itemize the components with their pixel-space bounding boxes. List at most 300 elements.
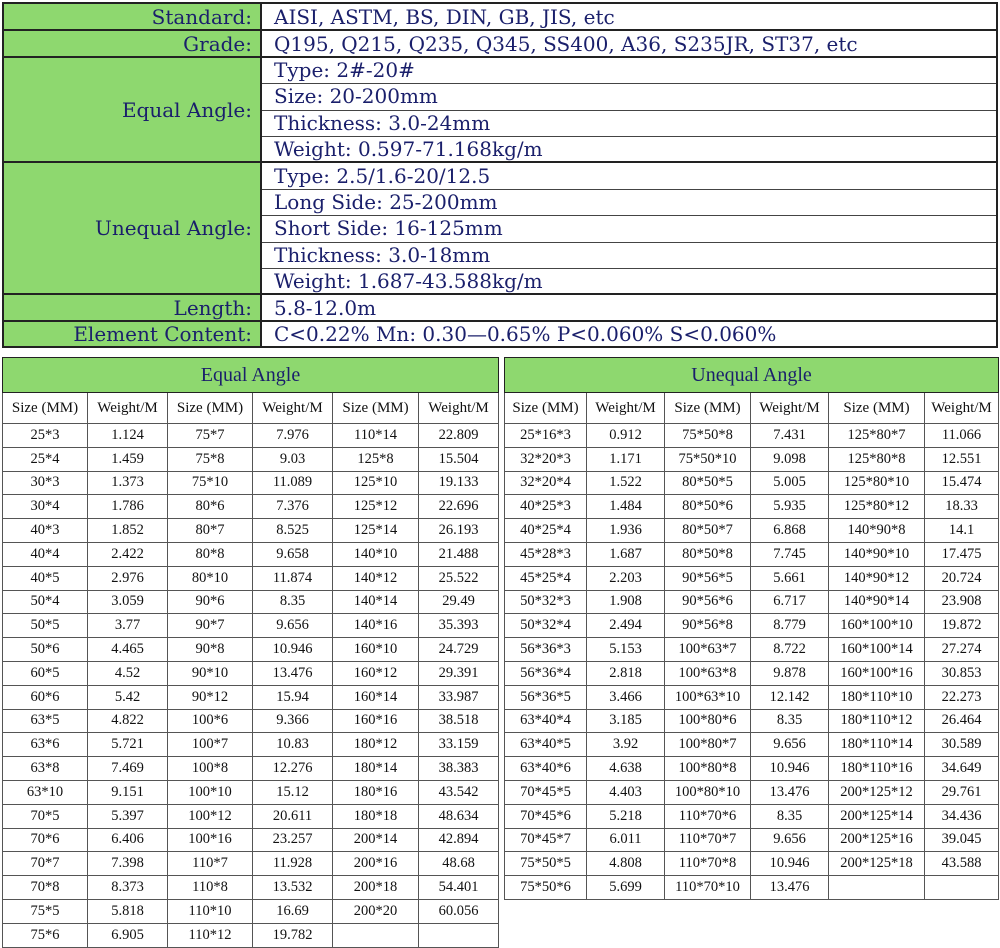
weight-cell: 30.589 [925, 733, 999, 757]
weight-cell: 13.532 [253, 876, 333, 900]
size-cell: 70*45*5 [505, 780, 587, 804]
weight-cell: 15.12 [253, 780, 333, 804]
weight-cell: 2.494 [587, 614, 665, 638]
spec-value-equal-2: Thickness: 3.0-24mm [274, 110, 491, 135]
weight-cell: 9.656 [253, 614, 333, 638]
table-row [3, 542, 499, 566]
size-cell: 70*8 [3, 876, 88, 900]
size-cell: 56*36*5 [505, 685, 587, 709]
spec-label-grade: Grade: [4, 30, 262, 56]
spec-row-length [4, 294, 996, 320]
weight-cell: 7.745 [751, 542, 829, 566]
size-cell: 70*5 [3, 804, 88, 828]
weight-cell: 3.185 [587, 709, 665, 733]
size-cell: 100*10 [168, 780, 253, 804]
weight-cell: 60.056 [419, 899, 499, 923]
size-cell: 110*8 [168, 876, 253, 900]
table-title-row [505, 358, 999, 393]
weight-cell: 9.03 [253, 447, 333, 471]
weight-cell: 38.518 [419, 709, 499, 733]
spec-value-unequal-0: Type: 2.5/1.6-20/12.5 [274, 163, 491, 188]
spec-value-element-0: C<0.22% Mn: 0.30—0.65% P<0.060% S<0.060% [274, 321, 777, 346]
table-row [505, 471, 999, 495]
size-cell: 160*16 [333, 709, 419, 733]
size-cell: 125*14 [333, 519, 419, 543]
table-title-row [3, 358, 499, 393]
column-header: Size (MM) [333, 393, 419, 424]
spec-subdivider [262, 268, 996, 269]
spec-row-standard [4, 4, 996, 30]
size-cell: 40*4 [3, 542, 88, 566]
size-cell: 100*80*6 [665, 709, 751, 733]
weight-cell: 12.551 [925, 447, 999, 471]
column-header: Size (MM) [168, 393, 253, 424]
weight-cell: 22.809 [419, 424, 499, 448]
spec-values-standard [262, 4, 996, 30]
weight-cell: 11.874 [253, 566, 333, 590]
size-cell: 200*125*18 [829, 852, 925, 876]
size-cell: 32*20*3 [505, 447, 587, 471]
size-cell: 180*16 [333, 780, 419, 804]
size-cell: 110*10 [168, 899, 253, 923]
size-cell: 110*12 [168, 923, 253, 947]
weight-cell: 5.661 [751, 566, 829, 590]
size-cell: 100*80*10 [665, 780, 751, 804]
size-cell: 56*36*3 [505, 638, 587, 662]
size-cell: 32*20*4 [505, 471, 587, 495]
table-title: Equal Angle [3, 358, 499, 393]
weight-cell: 4.465 [88, 638, 168, 662]
size-cell: 50*32*4 [505, 614, 587, 638]
table-header-row [3, 393, 499, 424]
weight-cell: 9.366 [253, 709, 333, 733]
table-row [3, 899, 499, 923]
spec-values-grade [262, 30, 996, 56]
weight-cell: 5.935 [751, 495, 829, 519]
size-cell: 140*90*8 [829, 519, 925, 543]
size-cell: 63*6 [3, 733, 88, 757]
size-cell: 70*45*6 [505, 804, 587, 828]
table-row [3, 876, 499, 900]
table-row [3, 757, 499, 781]
weight-cell: 4.808 [587, 852, 665, 876]
weight-cell: 4.822 [88, 709, 168, 733]
table-row [3, 828, 499, 852]
weight-cell: 14.1 [925, 519, 999, 543]
spec-row-equal [4, 57, 996, 163]
size-cell: 140*12 [333, 566, 419, 590]
spec-value-equal-3: Weight: 0.597-71.168kg/m [274, 137, 543, 162]
size-cell: 140*90*10 [829, 542, 925, 566]
weight-cell: 9.098 [751, 447, 829, 471]
weight-cell: 7.431 [751, 424, 829, 448]
table-title: Unequal Angle [505, 358, 999, 393]
weight-cell: 5.397 [88, 804, 168, 828]
size-cell: 140*90*12 [829, 566, 925, 590]
spec-subdivider [262, 110, 996, 111]
weight-cell: 11.928 [253, 852, 333, 876]
weight-cell: 10.946 [751, 852, 829, 876]
table-row [3, 638, 499, 662]
weight-cell: 5.218 [587, 804, 665, 828]
weight-cell: 25.522 [419, 566, 499, 590]
weight-cell: 24.729 [419, 638, 499, 662]
size-cell: 40*25*3 [505, 495, 587, 519]
spec-value-unequal-4: Weight: 1.687-43.588kg/m [274, 269, 543, 294]
weight-cell: 29.391 [419, 661, 499, 685]
weight-cell: 12.276 [253, 757, 333, 781]
table-row [505, 638, 999, 662]
spec-divider [4, 161, 996, 163]
size-cell: 40*3 [3, 519, 88, 543]
table-row [505, 780, 999, 804]
spec-subdivider [262, 242, 996, 243]
size-cell: 45*25*4 [505, 566, 587, 590]
size-cell: 110*70*6 [665, 804, 751, 828]
weight-cell: 2.976 [88, 566, 168, 590]
size-cell: 200*18 [333, 876, 419, 900]
weight-cell: 29.49 [419, 590, 499, 614]
size-cell: 75*50*5 [505, 852, 587, 876]
weight-cell: 7.469 [88, 757, 168, 781]
size-cell: 100*80*8 [665, 757, 751, 781]
size-cell: 200*125*16 [829, 828, 925, 852]
column-header: Size (MM) [665, 393, 751, 424]
weight-cell: 43.588 [925, 852, 999, 876]
size-cell: 90*12 [168, 685, 253, 709]
size-cell: 125*80*12 [829, 495, 925, 519]
weight-cell: 2.203 [587, 566, 665, 590]
weight-cell: 13.476 [253, 661, 333, 685]
size-cell: 80*10 [168, 566, 253, 590]
weight-cell: 26.464 [925, 709, 999, 733]
table-row [505, 661, 999, 685]
weight-cell: 2.422 [88, 542, 168, 566]
spec-subdivider [262, 83, 996, 84]
size-cell: 100*16 [168, 828, 253, 852]
table-row [505, 757, 999, 781]
table-row [3, 614, 499, 638]
size-cell [333, 923, 419, 947]
size-cell: 90*56*6 [665, 590, 751, 614]
weight-cell: 16.69 [253, 899, 333, 923]
size-cell: 200*14 [333, 828, 419, 852]
weight-cell: 1.373 [88, 471, 168, 495]
table-row [3, 661, 499, 685]
column-header: Weight/M [253, 393, 333, 424]
weight-cell: 34.649 [925, 757, 999, 781]
weight-cell: 6.868 [751, 519, 829, 543]
weight-cell: 5.42 [88, 685, 168, 709]
size-cell: 100*8 [168, 757, 253, 781]
weight-cell: 35.393 [419, 614, 499, 638]
table-row [505, 828, 999, 852]
weight-cell: 10.946 [751, 757, 829, 781]
weight-cell: 42.894 [419, 828, 499, 852]
size-cell: 90*10 [168, 661, 253, 685]
size-cell: 180*110*12 [829, 709, 925, 733]
weight-cell: 30.853 [925, 661, 999, 685]
weight-cell: 11.089 [253, 471, 333, 495]
size-cell: 200*125*12 [829, 780, 925, 804]
table-row [505, 424, 999, 448]
size-cell: 30*3 [3, 471, 88, 495]
weight-cell: 6.406 [88, 828, 168, 852]
spec-value-grade-0: Q195, Q215, Q235, Q345, SS400, A36, S235JR, ST37, etc [274, 31, 858, 56]
table-row [505, 685, 999, 709]
spec-label-unequal: Unequal Angle: [4, 162, 262, 294]
size-cell: 110*70*10 [665, 876, 751, 900]
size-cell: 90*56*5 [665, 566, 751, 590]
table-row [3, 733, 499, 757]
size-cell: 110*70*7 [665, 828, 751, 852]
size-cell: 200*20 [333, 899, 419, 923]
size-cell: 125*12 [333, 495, 419, 519]
spec-value-unequal-2: Short Side: 16-125mm [274, 216, 503, 241]
spec-value-unequal-3: Thickness: 3.0-18mm [274, 242, 491, 267]
weight-cell: 5.005 [751, 471, 829, 495]
weight-cell: 6.717 [751, 590, 829, 614]
table-row [3, 709, 499, 733]
size-cell: 180*110*14 [829, 733, 925, 757]
weight-cell: 20.724 [925, 566, 999, 590]
size-cell: 63*40*5 [505, 733, 587, 757]
size-cell: 80*6 [168, 495, 253, 519]
spec-subdivider [262, 136, 996, 137]
column-header: Size (MM) [3, 393, 88, 424]
weight-cell: 5.818 [88, 899, 168, 923]
size-cell: 75*50*6 [505, 876, 587, 900]
table-row [505, 590, 999, 614]
size-cell: 40*25*4 [505, 519, 587, 543]
table-row [505, 614, 999, 638]
weight-cell: 20.611 [253, 804, 333, 828]
weight-cell: 15.474 [925, 471, 999, 495]
table-row [3, 519, 499, 543]
column-header: Weight/M [751, 393, 829, 424]
spec-value-length-0: 5.8-12.0m [274, 295, 377, 320]
column-header: Weight/M [88, 393, 168, 424]
spec-row-unequal [4, 162, 996, 294]
size-cell: 25*4 [3, 447, 88, 471]
table-row [505, 733, 999, 757]
weight-cell: 4.638 [587, 757, 665, 781]
spec-label-standard: Standard: [4, 4, 262, 30]
size-cell: 75*7 [168, 424, 253, 448]
size-cell: 63*10 [3, 780, 88, 804]
weight-cell: 18.33 [925, 495, 999, 519]
table-row [3, 685, 499, 709]
weight-cell: 27.274 [925, 638, 999, 662]
size-cell: 125*80*8 [829, 447, 925, 471]
weight-cell: 7.398 [88, 852, 168, 876]
weight-cell: 1.852 [88, 519, 168, 543]
weight-cell: 38.383 [419, 757, 499, 781]
weight-cell: 3.92 [587, 733, 665, 757]
weight-cell: 5.721 [88, 733, 168, 757]
size-cell: 50*4 [3, 590, 88, 614]
table-row [3, 852, 499, 876]
unequal-angle-table [504, 357, 999, 900]
weight-cell: 54.401 [419, 876, 499, 900]
weight-cell: 13.476 [751, 780, 829, 804]
spec-value-standard-0: AISI, ASTM, BS, DIN, GB, JIS, etc [274, 5, 615, 30]
size-cell: 100*63*10 [665, 685, 751, 709]
size-cell: 90*56*8 [665, 614, 751, 638]
size-cell: 50*6 [3, 638, 88, 662]
weight-cell: 29.761 [925, 780, 999, 804]
weight-cell: 9.656 [751, 828, 829, 852]
column-header: Size (MM) [829, 393, 925, 424]
size-cell: 80*50*7 [665, 519, 751, 543]
column-header: Weight/M [925, 393, 999, 424]
spec-label-length: Length: [4, 294, 262, 320]
size-cell: 30*4 [3, 495, 88, 519]
weight-cell: 4.403 [587, 780, 665, 804]
size-cell: 140*16 [333, 614, 419, 638]
table-row [505, 852, 999, 876]
weight-cell: 1.908 [587, 590, 665, 614]
size-cell: 70*45*7 [505, 828, 587, 852]
size-cell: 63*40*6 [505, 757, 587, 781]
weight-cell: 10.83 [253, 733, 333, 757]
size-cell: 80*50*8 [665, 542, 751, 566]
size-cell: 110*70*8 [665, 852, 751, 876]
size-cell: 60*6 [3, 685, 88, 709]
size-cell: 80*7 [168, 519, 253, 543]
table-row [3, 424, 499, 448]
size-cell: 180*110*16 [829, 757, 925, 781]
table-row [505, 447, 999, 471]
weight-cell: 2.818 [587, 661, 665, 685]
size-cell: 180*14 [333, 757, 419, 781]
size-cell: 100*63*8 [665, 661, 751, 685]
size-cell: 75*10 [168, 471, 253, 495]
weight-cell: 3.77 [88, 614, 168, 638]
size-cell: 90*7 [168, 614, 253, 638]
weight-cell: 1.522 [587, 471, 665, 495]
size-cell: 90*6 [168, 590, 253, 614]
size-cell: 100*63*7 [665, 638, 751, 662]
column-header: Weight/M [587, 393, 665, 424]
size-cell: 125*80*10 [829, 471, 925, 495]
size-cell: 180*12 [333, 733, 419, 757]
weight-cell: 15.504 [419, 447, 499, 471]
size-cell: 100*12 [168, 804, 253, 828]
size-cell: 125*8 [333, 447, 419, 471]
spec-row-grade [4, 30, 996, 56]
weight-cell: 8.525 [253, 519, 333, 543]
table-row [3, 923, 499, 947]
size-cell: 80*50*6 [665, 495, 751, 519]
size-cell: 70*7 [3, 852, 88, 876]
weight-cell: 43.542 [419, 780, 499, 804]
weight-cell: 33.159 [419, 733, 499, 757]
weight-cell: 23.908 [925, 590, 999, 614]
spec-divider [4, 56, 996, 58]
weight-cell [925, 876, 999, 900]
table-row [3, 495, 499, 519]
size-cell: 63*5 [3, 709, 88, 733]
weight-cell: 7.376 [253, 495, 333, 519]
size-cell: 70*6 [3, 828, 88, 852]
weight-cell: 8.35 [751, 804, 829, 828]
size-cell: 160*12 [333, 661, 419, 685]
weight-cell: 4.52 [88, 661, 168, 685]
weight-cell: 13.476 [751, 876, 829, 900]
weight-cell: 1.687 [587, 542, 665, 566]
weight-cell: 1.459 [88, 447, 168, 471]
column-header: Size (MM) [505, 393, 587, 424]
weight-cell: 3.466 [587, 685, 665, 709]
weight-cell: 33.987 [419, 685, 499, 709]
size-cell: 160*14 [333, 685, 419, 709]
table-row [505, 566, 999, 590]
size-cell: 140*90*14 [829, 590, 925, 614]
size-cell: 100*7 [168, 733, 253, 757]
size-cell: 80*8 [168, 542, 253, 566]
weight-cell: 26.193 [419, 519, 499, 543]
table-row [3, 780, 499, 804]
size-cell: 160*10 [333, 638, 419, 662]
size-cell: 75*8 [168, 447, 253, 471]
weight-cell: 17.475 [925, 542, 999, 566]
weight-cell: 48.68 [419, 852, 499, 876]
spec-subdivider [262, 215, 996, 216]
size-cell: 63*40*4 [505, 709, 587, 733]
table-row [3, 590, 499, 614]
size-cell: 110*7 [168, 852, 253, 876]
size-cell: 75*5 [3, 899, 88, 923]
size-cell: 100*6 [168, 709, 253, 733]
spec-values-equal [262, 57, 996, 163]
weight-cell: 1.786 [88, 495, 168, 519]
size-cell: 160*100*16 [829, 661, 925, 685]
weight-cell: 8.35 [253, 590, 333, 614]
weight-cell: 23.257 [253, 828, 333, 852]
weight-cell: 0.912 [587, 424, 665, 448]
weight-cell: 8.373 [88, 876, 168, 900]
equal-angle-table [2, 357, 499, 948]
spec-value-equal-1: Size: 20-200mm [274, 84, 438, 109]
size-cell: 125*80*7 [829, 424, 925, 448]
weight-cell: 8.722 [751, 638, 829, 662]
size-cell: 90*8 [168, 638, 253, 662]
weight-cell: 5.153 [587, 638, 665, 662]
spec-divider [4, 29, 996, 31]
weight-cell: 1.124 [88, 424, 168, 448]
table-row [505, 519, 999, 543]
weight-cell: 1.484 [587, 495, 665, 519]
weight-cell: 9.656 [751, 733, 829, 757]
weight-cell: 19.872 [925, 614, 999, 638]
size-cell: 140*10 [333, 542, 419, 566]
weight-cell: 34.436 [925, 804, 999, 828]
size-cell: 56*36*4 [505, 661, 587, 685]
spec-values-length [262, 294, 996, 320]
size-cell: 180*18 [333, 804, 419, 828]
weight-cell: 3.059 [88, 590, 168, 614]
spec-divider [4, 293, 996, 295]
weight-cell: 9.658 [253, 542, 333, 566]
table-row [3, 447, 499, 471]
spec-value-equal-0: Type: 2#-20# [274, 57, 415, 82]
table-row [505, 542, 999, 566]
weight-cell: 1.936 [587, 519, 665, 543]
size-cell: 160*100*14 [829, 638, 925, 662]
size-cell: 100*80*7 [665, 733, 751, 757]
size-cell: 200*16 [333, 852, 419, 876]
